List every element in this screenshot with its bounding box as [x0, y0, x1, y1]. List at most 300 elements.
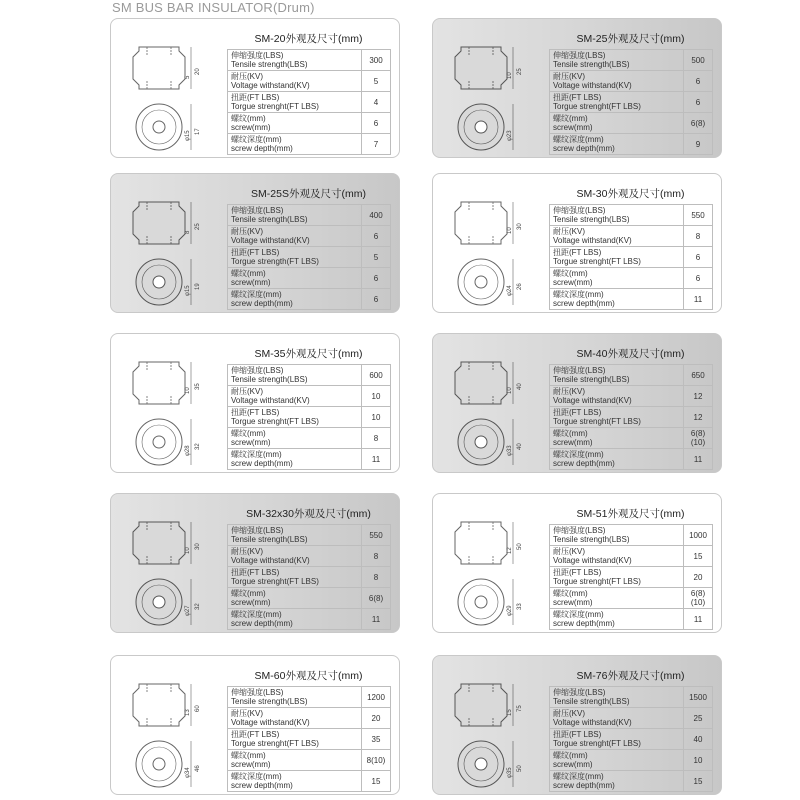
table-row	[228, 449, 391, 470]
dimension-label: φ29	[507, 605, 513, 616]
spec-label	[228, 268, 362, 289]
spec-label-cn: 伸缩强度(LBS)	[553, 688, 606, 697]
spec-label-cn: 耐压(KV)	[553, 547, 585, 556]
spec-label-en: Voltage withstand(KV)	[231, 718, 310, 727]
dimension-label: 10	[507, 72, 513, 79]
dimension-label: 17	[195, 128, 201, 135]
spec-value: 6	[684, 247, 713, 268]
spec-value: 7	[362, 134, 391, 155]
spec-value: 12	[684, 386, 713, 407]
table-row	[550, 92, 713, 113]
spec-value: 6	[362, 268, 391, 289]
spec-label-cn: 螺纹(mm)	[231, 751, 266, 760]
spec-label	[550, 771, 684, 792]
spec-label-en: Voltage withstand(KV)	[553, 81, 632, 90]
insulator-drawing	[439, 666, 539, 790]
spec-label-en: screw depth(mm)	[553, 619, 615, 628]
insulator-drawing	[439, 504, 539, 628]
spec-table	[549, 524, 713, 630]
table-row	[228, 729, 391, 750]
spec-label-en: Tensile strength(LBS)	[553, 375, 630, 384]
dimension-label: φ35	[507, 767, 513, 778]
dimension-label: 10	[185, 547, 191, 554]
dimension-label: 25	[195, 223, 201, 230]
spec-label-cn: 伸缩强度(LBS)	[231, 206, 284, 215]
spec-label-en: screw depth(mm)	[231, 459, 293, 468]
dimension-label: φ24	[507, 285, 513, 296]
spec-value: 11	[362, 609, 391, 630]
spec-label-en: Voltage withstand(KV)	[231, 81, 310, 90]
spec-label-en: Tensile strength(LBS)	[553, 535, 630, 544]
dimension-label: 10	[507, 387, 513, 394]
spec-label-en: Tensile strength(LBS)	[231, 60, 308, 69]
spec-label-cn: 螺纹(mm)	[553, 589, 588, 598]
spec-label-en: Torgue strength(FT LBS)	[231, 257, 319, 266]
insulator-svg	[117, 184, 217, 308]
spec-label	[550, 729, 684, 750]
dimension-label: φ23	[507, 130, 513, 141]
spec-label	[550, 71, 684, 92]
table-row	[550, 729, 713, 750]
insulator-svg	[117, 29, 217, 153]
spec-value: 650	[684, 365, 713, 386]
card-title: SM-35外观及尺寸(mm)	[254, 348, 363, 360]
insulator-drawing	[117, 666, 217, 790]
spec-label	[228, 708, 362, 729]
insulator-drawing	[117, 29, 217, 153]
spec-label	[228, 205, 362, 226]
insulator-drawing	[117, 344, 217, 468]
spec-card	[432, 173, 722, 313]
table-row	[550, 609, 713, 630]
spec-label	[228, 113, 362, 134]
spec-label	[228, 50, 362, 71]
spec-label-en: screw(mm)	[231, 278, 271, 287]
dimension-label: 5	[185, 75, 191, 79]
spec-label-cn: 耐压(KV)	[231, 227, 263, 236]
spec-value: 40	[684, 729, 713, 750]
spec-label-cn: 螺纹深度(mm)	[231, 450, 282, 459]
table-row	[228, 247, 391, 268]
spec-label-en: Tensile strength(LBS)	[553, 60, 630, 69]
table-row	[228, 205, 391, 226]
spec-label-en: Torgue strenght(FT LBS)	[231, 102, 319, 111]
spec-value: 4	[362, 92, 391, 113]
dimension-label: φ27	[185, 605, 191, 616]
spec-value: 15	[684, 771, 713, 792]
dimension-label: 13	[185, 709, 191, 716]
spec-label-cn: 耐压(KV)	[553, 227, 585, 236]
dimension-label: φ28	[185, 445, 191, 456]
spec-label	[228, 247, 362, 268]
dimension-label: 15	[507, 709, 513, 716]
table-row	[550, 428, 713, 449]
spec-value: 6(8)	[362, 588, 391, 609]
spec-value: 6	[362, 289, 391, 310]
spec-label-cn: 扭距(FT LBS)	[553, 568, 602, 577]
dimension-label: 10	[507, 227, 513, 234]
spec-table	[227, 49, 391, 155]
spec-value: 550	[362, 525, 391, 546]
table-row	[228, 588, 391, 609]
spec-label-cn: 螺纹深度(mm)	[553, 450, 604, 459]
spec-label	[550, 687, 684, 708]
spec-label-cn: 耐压(KV)	[231, 72, 263, 81]
table-row	[228, 134, 391, 155]
table-row	[228, 609, 391, 630]
spec-label-cn: 扭距(FT LBS)	[231, 568, 280, 577]
spec-table	[227, 524, 391, 630]
spec-label	[550, 289, 684, 310]
spec-label	[228, 289, 362, 310]
spec-value: 10	[362, 407, 391, 428]
spec-label-cn: 伸缩强度(LBS)	[553, 526, 606, 535]
spec-value: 8	[362, 546, 391, 567]
card-title: SM-32x30外观及尺寸(mm)	[246, 508, 371, 520]
card-title: SM-25外观及尺寸(mm)	[576, 33, 685, 45]
spec-label-en: Voltage withstand(KV)	[553, 396, 632, 405]
spec-label-en: Torgue strenght(FT LBS)	[231, 739, 319, 748]
spec-label	[550, 588, 684, 609]
spec-label-en: Tensile strength(LBS)	[553, 697, 630, 706]
table-row	[550, 687, 713, 708]
spec-label-cn: 扭距(FT LBS)	[231, 248, 280, 257]
spec-value: 6	[684, 268, 713, 289]
spec-label	[550, 365, 684, 386]
spec-label	[550, 609, 684, 630]
spec-value: 10	[684, 750, 713, 771]
spec-label-cn: 伸缩强度(LBS)	[231, 526, 284, 535]
table-row	[550, 449, 713, 470]
table-row	[550, 134, 713, 155]
spec-value: 8(10)	[362, 750, 391, 771]
spec-label-cn: 螺纹深度(mm)	[231, 135, 282, 144]
spec-label-cn: 螺纹深度(mm)	[553, 610, 604, 619]
table-row	[228, 708, 391, 729]
table-row	[228, 50, 391, 71]
table-row	[228, 113, 391, 134]
spec-label	[550, 567, 684, 588]
spec-label	[228, 771, 362, 792]
spec-card	[432, 493, 722, 633]
spec-value: 10	[362, 386, 391, 407]
insulator-drawing	[439, 344, 539, 468]
table-row	[550, 750, 713, 771]
table-row	[550, 588, 713, 609]
spec-value: 8	[684, 226, 713, 247]
spec-value: 12	[684, 407, 713, 428]
spec-label	[550, 428, 684, 449]
spec-label	[228, 386, 362, 407]
insulator-drawing	[439, 29, 539, 153]
spec-label-cn: 扭距(FT LBS)	[231, 730, 280, 739]
dimension-label: 30	[195, 543, 201, 550]
insulator-svg	[439, 29, 539, 153]
spec-label-cn: 螺纹(mm)	[553, 269, 588, 278]
dimension-label: 33	[517, 603, 523, 610]
dimension-label: 50	[517, 543, 523, 550]
spec-value: 11	[684, 609, 713, 630]
spec-value: 15	[362, 771, 391, 792]
spec-label-cn: 螺纹深度(mm)	[553, 135, 604, 144]
spec-value: 1000	[684, 525, 713, 546]
spec-label	[228, 546, 362, 567]
table-row	[228, 428, 391, 449]
card-title: SM-51外观及尺寸(mm)	[576, 508, 685, 520]
spec-label	[228, 365, 362, 386]
spec-value: 9	[684, 134, 713, 155]
spec-value: 5	[362, 247, 391, 268]
table-row	[550, 386, 713, 407]
spec-label	[228, 407, 362, 428]
table-row	[228, 289, 391, 310]
spec-label-cn: 耐压(KV)	[553, 72, 585, 81]
card-title: SM-76外观及尺寸(mm)	[576, 670, 685, 682]
spec-table	[227, 364, 391, 470]
spec-table	[549, 364, 713, 470]
spec-label-cn: 伸缩强度(LBS)	[553, 51, 606, 60]
spec-label	[228, 588, 362, 609]
spec-label-cn: 扭距(FT LBS)	[231, 93, 280, 102]
spec-value: 15	[684, 546, 713, 567]
spec-label-cn: 扭距(FT LBS)	[553, 248, 602, 257]
spec-label	[228, 729, 362, 750]
dimension-label: φ15	[185, 130, 191, 141]
spec-label-en: screw(mm)	[553, 123, 593, 132]
spec-value: 8	[362, 567, 391, 588]
spec-label-en: Voltage withstand(KV)	[553, 556, 632, 565]
spec-label-cn: 伸缩强度(LBS)	[231, 51, 284, 60]
dimension-label: 8	[185, 230, 191, 234]
dimension-label: φ34	[185, 767, 191, 778]
spec-label-cn: 螺纹(mm)	[553, 114, 588, 123]
spec-label	[228, 525, 362, 546]
dimension-label: 26	[517, 283, 523, 290]
spec-label	[228, 226, 362, 247]
spec-value: 35	[362, 729, 391, 750]
dimension-label: φ33	[507, 445, 513, 456]
table-row	[550, 289, 713, 310]
spec-label	[228, 449, 362, 470]
spec-label-cn: 螺纹(mm)	[231, 114, 266, 123]
spec-label-en: Voltage withstand(KV)	[231, 556, 310, 565]
spec-label-en: Tensile strength(LBS)	[231, 697, 308, 706]
spec-label-cn: 螺纹深度(mm)	[553, 772, 604, 781]
dimension-label: 35	[195, 383, 201, 390]
spec-label-en: Tensile strength(LBS)	[231, 535, 308, 544]
spec-label	[550, 134, 684, 155]
spec-table	[549, 204, 713, 310]
spec-value: 6(8)	[684, 113, 713, 134]
table-row	[550, 567, 713, 588]
table-row	[550, 365, 713, 386]
table-row	[228, 546, 391, 567]
spec-label-cn: 螺纹(mm)	[231, 269, 266, 278]
spec-label-en: screw(mm)	[231, 598, 271, 607]
card-title: SM-20外观及尺寸(mm)	[254, 33, 363, 45]
spec-label	[550, 449, 684, 470]
spec-label-en: Tensile strength(LBS)	[231, 375, 308, 384]
spec-label-en: Torgue strenght(FT LBS)	[553, 577, 641, 586]
spec-value: 600	[362, 365, 391, 386]
spec-label-en: Torgue strenght(FT LBS)	[553, 417, 641, 426]
spec-value: 6(8)(10)	[684, 428, 713, 449]
dimension-label: 25	[517, 68, 523, 75]
spec-label-cn: 螺纹深度(mm)	[231, 772, 282, 781]
spec-label-en: Torgue strenght(FT LBS)	[231, 577, 319, 586]
spec-label-en: Torgue strenght(FT LBS)	[553, 102, 641, 111]
spec-label-en: screw depth(mm)	[553, 299, 615, 308]
spec-label-en: screw depth(mm)	[231, 299, 293, 308]
spec-label	[550, 708, 684, 729]
spec-label-en: screw depth(mm)	[231, 619, 293, 628]
dimension-label: 46	[195, 765, 201, 772]
spec-label-en: Voltage withstand(KV)	[553, 718, 632, 727]
spec-label-en: Voltage withstand(KV)	[231, 236, 310, 245]
table-row	[228, 92, 391, 113]
spec-value: 11	[362, 449, 391, 470]
dimension-label: 19	[195, 283, 201, 290]
table-row	[228, 525, 391, 546]
spec-label-en: Voltage withstand(KV)	[231, 396, 310, 405]
spec-label-cn: 扭距(FT LBS)	[231, 408, 280, 417]
table-row	[550, 546, 713, 567]
spec-value: 11	[684, 449, 713, 470]
spec-value: 550	[684, 205, 713, 226]
spec-label	[550, 247, 684, 268]
spec-value: 25	[684, 708, 713, 729]
insulator-svg	[117, 504, 217, 628]
spec-value: 6(8)(10)	[684, 588, 713, 609]
spec-value: 20	[684, 567, 713, 588]
table-row	[550, 71, 713, 92]
spec-value: 5	[362, 71, 391, 92]
card-title: SM-40外观及尺寸(mm)	[576, 348, 685, 360]
spec-label	[550, 92, 684, 113]
insulator-svg	[439, 344, 539, 468]
card-title: SM-60外观及尺寸(mm)	[254, 670, 363, 682]
table-row	[550, 226, 713, 247]
spec-label-en: screw(mm)	[553, 278, 593, 287]
dimension-label: 10	[185, 387, 191, 394]
spec-label	[228, 750, 362, 771]
dimension-label: 40	[517, 383, 523, 390]
spec-label-cn: 伸缩强度(LBS)	[553, 206, 606, 215]
table-row	[228, 771, 391, 792]
spec-label-en: screw depth(mm)	[553, 459, 615, 468]
spec-label-cn: 耐压(KV)	[553, 709, 585, 718]
spec-label-en: screw(mm)	[553, 760, 593, 769]
spec-label-en: screw(mm)	[231, 760, 271, 769]
spec-value: 20	[362, 708, 391, 729]
spec-label	[228, 609, 362, 630]
spec-table	[549, 49, 713, 155]
dimension-label: 12	[507, 547, 513, 554]
spec-label-cn: 扭距(FT LBS)	[553, 93, 602, 102]
spec-label-cn: 螺纹深度(mm)	[231, 610, 282, 619]
dimension-label: 32	[195, 603, 201, 610]
card-title: SM-30外观及尺寸(mm)	[576, 188, 685, 200]
spec-value: 500	[684, 50, 713, 71]
spec-card	[110, 333, 400, 473]
spec-label-en: screw(mm)	[553, 598, 593, 607]
table-row	[228, 687, 391, 708]
spec-label-en: Voltage withstand(KV)	[553, 236, 632, 245]
table-row	[550, 407, 713, 428]
dimension-label: 20	[195, 68, 201, 75]
spec-value: 6	[684, 92, 713, 113]
dimension-label: 32	[195, 443, 201, 450]
spec-label-en: screw(mm)	[553, 438, 593, 447]
spec-value: 6	[362, 226, 391, 247]
table-row	[228, 750, 391, 771]
spec-label-cn: 螺纹(mm)	[231, 589, 266, 598]
spec-label-en: Torgue strenght(FT LBS)	[231, 417, 319, 426]
spec-label	[550, 750, 684, 771]
table-row	[550, 205, 713, 226]
spec-label-cn: 螺纹(mm)	[231, 429, 266, 438]
spec-card	[110, 18, 400, 158]
spec-label	[228, 687, 362, 708]
table-row	[550, 708, 713, 729]
dimension-label: 30	[517, 223, 523, 230]
spec-label	[228, 428, 362, 449]
spec-label	[550, 525, 684, 546]
spec-table	[549, 686, 713, 792]
spec-label-cn: 耐压(KV)	[231, 709, 263, 718]
dimension-label: 75	[517, 705, 523, 712]
spec-label-cn: 耐压(KV)	[231, 547, 263, 556]
table-row	[550, 268, 713, 289]
spec-label-en: screw(mm)	[231, 438, 271, 447]
table-row	[550, 113, 713, 134]
table-row	[228, 71, 391, 92]
spec-label-en: Torgue strenght(FT LBS)	[553, 739, 641, 748]
dimension-label: 40	[517, 443, 523, 450]
spec-label-cn: 螺纹深度(mm)	[231, 290, 282, 299]
card-title: SM-25S外观及尺寸(mm)	[251, 188, 366, 200]
insulator-svg	[439, 184, 539, 308]
spec-card	[110, 173, 400, 313]
spec-label-cn: 螺纹(mm)	[553, 751, 588, 760]
page-title: SM BUS BAR INSULATOR(Drum)	[112, 0, 315, 15]
table-row	[228, 365, 391, 386]
spec-label-en: Tensile strength(LBS)	[231, 215, 308, 224]
spec-label-en: screw depth(mm)	[553, 144, 615, 153]
spec-table	[227, 686, 391, 792]
spec-label	[228, 134, 362, 155]
insulator-svg	[117, 344, 217, 468]
spec-card	[110, 655, 400, 795]
insulator-svg	[439, 666, 539, 790]
insulator-drawing	[117, 184, 217, 308]
table-row	[228, 268, 391, 289]
spec-value: 8	[362, 428, 391, 449]
spec-label	[550, 113, 684, 134]
spec-label-en: screw(mm)	[231, 123, 271, 132]
spec-card	[432, 655, 722, 795]
table-row	[550, 525, 713, 546]
dimension-label: 60	[195, 705, 201, 712]
dimension-label: φ15	[185, 285, 191, 296]
spec-table	[227, 204, 391, 310]
spec-value: 1500	[684, 687, 713, 708]
insulator-svg	[117, 666, 217, 790]
insulator-drawing	[117, 504, 217, 628]
spec-label	[550, 268, 684, 289]
spec-value: 400	[362, 205, 391, 226]
spec-label-cn: 伸缩强度(LBS)	[231, 688, 284, 697]
